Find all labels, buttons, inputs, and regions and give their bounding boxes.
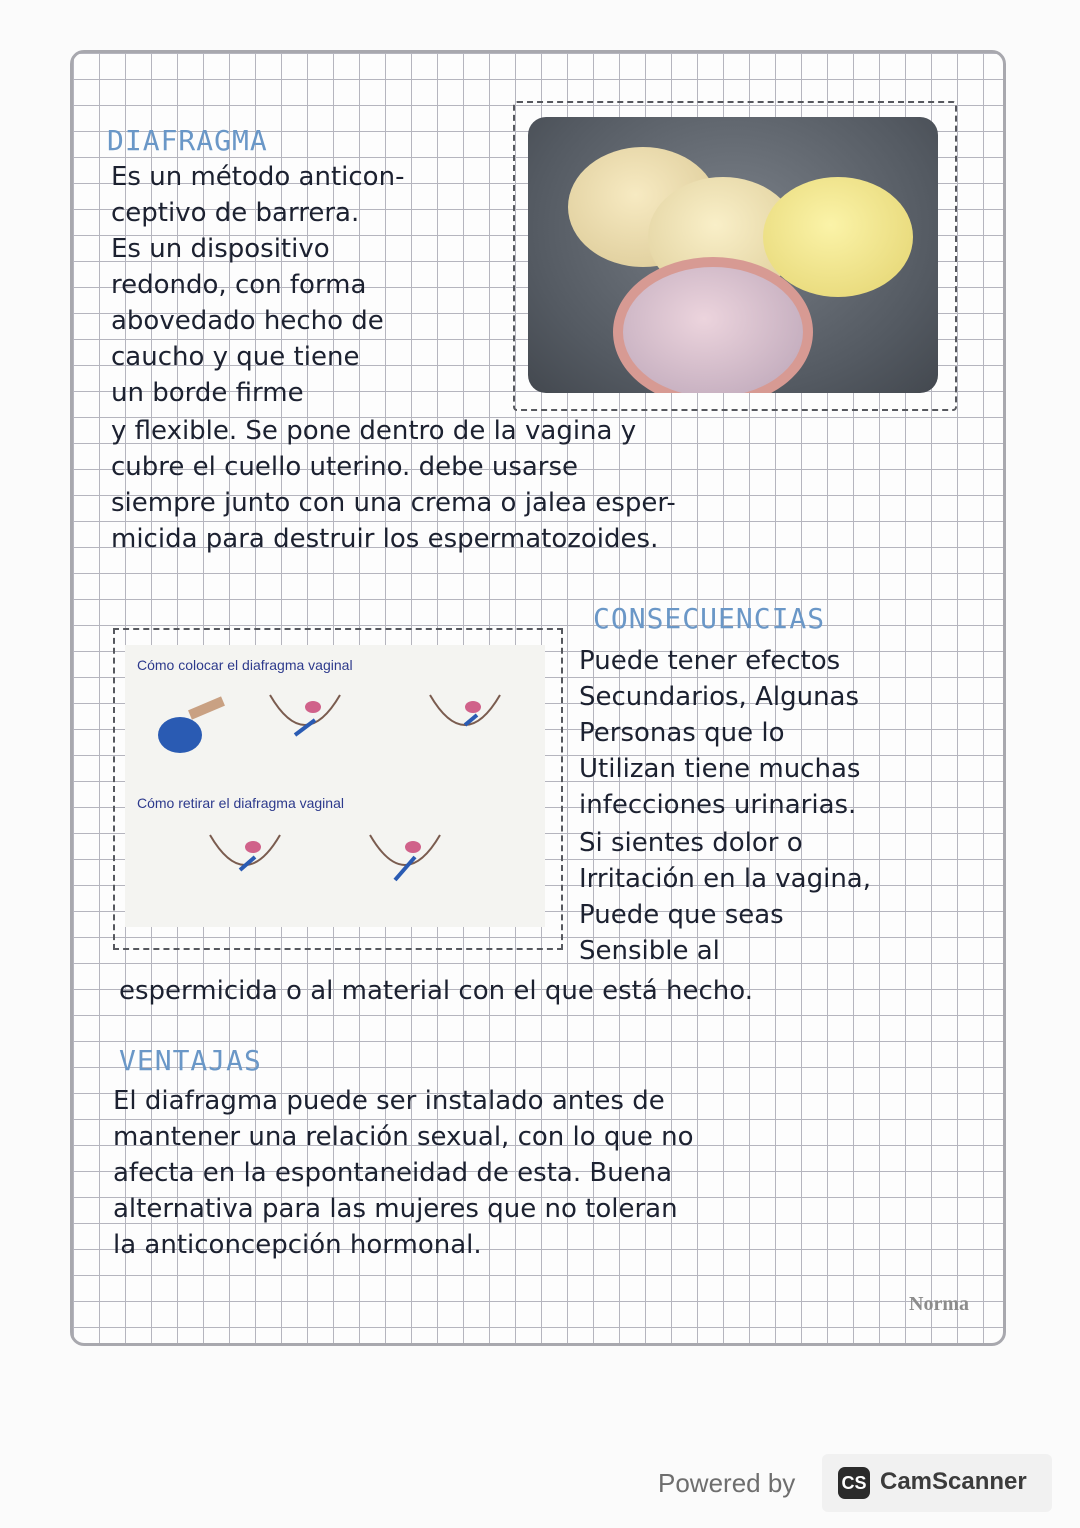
consecuencias-line-6: Si sientes dolor o xyxy=(579,828,803,858)
norma-logo: Norma xyxy=(909,1293,969,1315)
insertion-illustration xyxy=(125,645,545,927)
ventajas-line-2: mantener una relación sexual, con lo que no xyxy=(113,1122,694,1152)
diafragma-line-8: y flexible. Se pone dentro de la vagina y xyxy=(111,416,637,446)
diaphragm-photo xyxy=(528,117,938,393)
diafragma-line-4: redondo, con forma xyxy=(111,270,367,300)
hand-diaphragm-icon xyxy=(145,695,225,765)
body-figure-icon xyxy=(425,685,505,755)
body-figure-icon xyxy=(265,685,345,755)
consecuencias-heading: CONSECUENCIAS xyxy=(593,602,826,635)
powered-by-text: Powered by xyxy=(658,1468,796,1498)
consecuencias-line-5: infecciones urinarias. xyxy=(579,790,857,820)
diafragma-line-7: un borde firme xyxy=(111,378,304,408)
ventajas-line-5: la anticoncepción hormonal. xyxy=(113,1230,482,1260)
consecuencias-line-9: Sensible al xyxy=(579,936,720,966)
caption-insert: Cómo colocar el diafragma vaginal xyxy=(137,657,353,673)
diafragma-line-9: cubre el cuello uterino. debe usarse xyxy=(111,452,579,482)
body-figure-icon xyxy=(205,825,285,895)
consecuencias-line-2: Secundarios, Algunas xyxy=(579,682,860,712)
consecuencias-line-7: Irritación en la vagina, xyxy=(579,864,871,894)
ventajas-heading: VENTAJAS xyxy=(119,1044,262,1077)
diafragma-line-1: Es un método anticon- xyxy=(111,162,405,192)
notebook-page xyxy=(70,50,1006,1346)
consecuencias-line-4: Utilizan tiene muchas xyxy=(579,754,861,784)
consecuencias-line-3: Personas que lo xyxy=(579,718,785,748)
camscanner-name: CamScanner xyxy=(880,1468,1027,1495)
diafragma-heading: DIAFRAGMA xyxy=(107,124,268,157)
diafragma-line-2: ceptivo de barrera. xyxy=(111,198,360,228)
camscanner-icon: CS xyxy=(838,1467,870,1499)
diafragma-line-11: micida para destruir los espermatozoides. xyxy=(111,524,659,554)
ventajas-line-1: El diafragma puede ser instalado antes de xyxy=(113,1086,665,1116)
consecuencias-line-10: espermicida o al material con el que está hecho. xyxy=(119,976,753,1006)
consecuencias-line-1: Puede tener efectos xyxy=(579,646,841,676)
ventajas-line-4: alternativa para las mujeres que no toleran xyxy=(113,1194,678,1224)
camscanner-badge xyxy=(822,1454,1052,1512)
diafragma-line-5: abovedado hecho de xyxy=(111,306,384,336)
caption-remove: Cómo retirar el diafragma vaginal xyxy=(137,795,344,811)
ventajas-line-3: afecta en la espontaneidad de esta. Buena xyxy=(113,1158,673,1188)
diafragma-line-3: Es un dispositivo xyxy=(111,234,330,264)
diafragma-line-10: siempre junto con una crema o jalea esper- xyxy=(111,488,676,518)
consecuencias-line-8: Puede que seas xyxy=(579,900,784,930)
diafragma-line-6: caucho y que tiene xyxy=(111,342,360,372)
body-figure-icon xyxy=(365,825,445,895)
diaphragm-cup-3 xyxy=(763,177,913,297)
